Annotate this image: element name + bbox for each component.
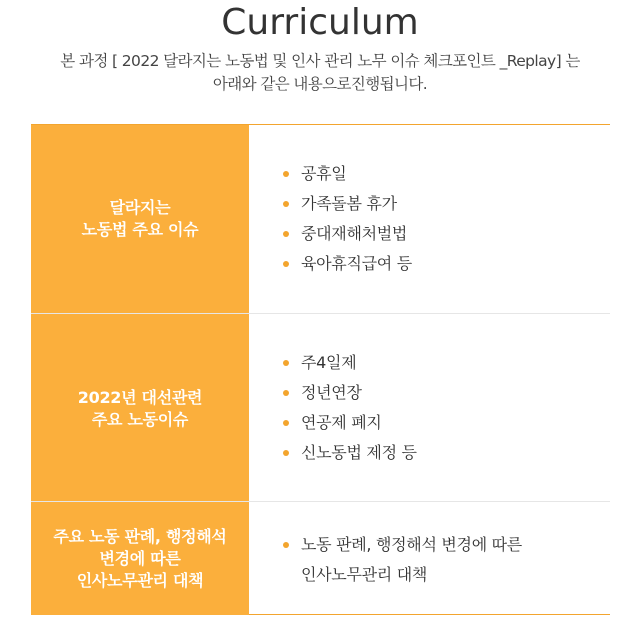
list-item <box>283 249 412 279</box>
row-label-line: 달라지는 <box>109 198 171 217</box>
bullet-dot-icon <box>283 420 289 426</box>
topic-text: 중대재해처벌법 <box>301 224 408 243</box>
list-item-continuation <box>283 560 522 590</box>
topic-text: 노동 판례, 행정해석 변경에 따른 <box>301 535 522 554</box>
list-item <box>283 219 412 249</box>
topic-list <box>283 159 412 279</box>
row-label-line: 2022년 대선관련 <box>77 387 203 407</box>
curriculum-row <box>31 501 610 614</box>
row-label-cell <box>31 502 249 615</box>
list-item <box>283 189 412 219</box>
topic-text: 공휴일 <box>301 164 347 183</box>
bullet-dot-icon <box>283 231 289 237</box>
description-line-1: 본 과정 [ 2022 달라지는 노동법 및 인사 관리 노무 이슈 체크포인트 _Replay] 는 <box>60 52 580 70</box>
row-items-cell <box>249 502 610 614</box>
row-label-cell <box>31 125 249 313</box>
bullet-dot-icon <box>283 201 289 207</box>
curriculum-table <box>31 124 610 615</box>
topic-text: 정년연장 <box>301 382 362 402</box>
topic-list <box>283 348 417 468</box>
topic-text: 인사노무관리 대책 <box>301 565 428 584</box>
description-line-2: 아래와 같은 내용으로진행됩니다. <box>212 75 428 93</box>
bullet-dot-icon <box>283 450 289 456</box>
topic-list <box>283 530 522 590</box>
list-item <box>283 408 417 438</box>
topic-text: 신노동법 제정 등 <box>301 442 417 462</box>
list-item <box>283 348 417 378</box>
row-label-line: 인사노무관리 대책 <box>76 571 204 590</box>
row-label-cell <box>31 314 249 502</box>
row-label-line: 노동법 주요 이슈 <box>81 220 199 239</box>
bullet-dot-icon <box>283 542 289 548</box>
row-label-line: 주요 노동이슈 <box>91 409 189 429</box>
topic-text: 육아휴직급여 등 <box>301 254 412 273</box>
bullet-dot-icon <box>283 171 289 177</box>
curriculum-row <box>31 313 610 501</box>
course-description <box>20 50 620 96</box>
topic-text: 주4일제 <box>301 352 357 372</box>
row-items-cell <box>249 125 610 313</box>
topic-text: 연공제 폐지 <box>301 412 382 432</box>
row-label-line: 변경에 따른 <box>99 549 181 568</box>
list-item <box>283 159 412 189</box>
list-item <box>283 378 417 408</box>
list-item <box>283 530 522 560</box>
page-title: Curriculum <box>221 2 419 43</box>
topic-text: 가족돌봄 휴가 <box>301 194 397 213</box>
bullet-dot-icon <box>283 390 289 396</box>
curriculum-row <box>31 125 610 313</box>
bullet-dot-icon <box>283 261 289 267</box>
bullet-dot-icon <box>283 360 289 366</box>
row-items-cell <box>249 314 610 501</box>
list-item <box>283 438 417 468</box>
row-label-line: 주요 노동 판례, 행정해석 <box>53 527 227 546</box>
